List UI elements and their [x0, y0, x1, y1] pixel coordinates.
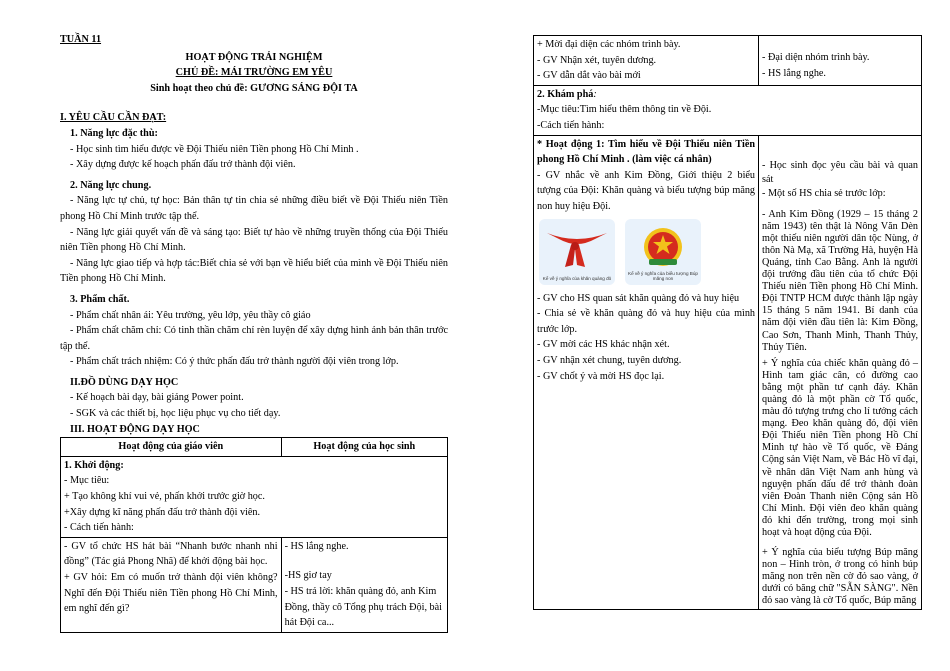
text-line: - Năng lực giao tiếp và hợp tác:Biết chia sẻ với bạn về hiểu biết của mình về Đội Thiếu niên Tiền phong Hồ Chí Minh. — [60, 257, 448, 285]
text-line: - HS lắng nghe. — [762, 67, 826, 79]
text-line: - Xây dựng được kế hoạch phấn đấu trở thành đội viên. — [70, 159, 296, 171]
title-topic: CHỦ ĐỀ: MÁI TRƯỜNG EM YÊU — [175, 67, 333, 79]
text-line: - Học sinh đọc yêu cầu bài và quan sát — [762, 159, 918, 185]
explore-heading: 2. Khám phá: — [537, 88, 597, 100]
explore-cell — [534, 85, 922, 135]
badge-image — [625, 219, 701, 285]
text-line: - GV cho HS quan sát khăn quàng đỏ và huy hiệu — [537, 292, 740, 304]
text-line: - Phẩm chất nhân ái: Yêu trường, yêu lớp, yêu thầy cô giáo — [70, 309, 311, 321]
section-1-3-heading: 3. Phẩm chất. — [70, 293, 130, 305]
text-line: - GV Nhận xét, tuyên dương. — [537, 54, 657, 66]
text-line: - GV chốt ý và mời HS đọc lại. — [537, 370, 665, 382]
text-line: -Mục tiêu:Tìm hiểu thêm thông tin về Đội. — [537, 104, 712, 116]
warmup-cell — [61, 456, 448, 537]
text-line: - Năng lực tự chủ, tự học: Bản thân tự tin chia sẻ những điều biết về Đội Thiếu niên Tiền phong Hồ Chí Minh trước tập thể. — [60, 195, 448, 222]
text-line: - Năng lực giải quyết vấn đề và sáng tạo: Biết tự hào về những truyền thống của Đội Thiếu niên Tiền phong Hồ Chí Minh. — [60, 226, 448, 254]
activity-table — [60, 437, 448, 633]
text-line: +Xây dựng kĩ năng phấn đấu trở thành đội viên. — [64, 506, 261, 518]
activity-1-heading: * Hoạt động 1: Tìm hiểu về Đội Thiếu niên Tiền phong Hồ Chí Minh . (làm việc cá nhân) — [537, 138, 756, 166]
text-line: - Một số HS chia sẻ trước lớp: — [762, 187, 886, 199]
teacher-cell — [534, 135, 759, 609]
section-1-2-heading: 2. Năng lực chung. — [70, 179, 152, 191]
text-line: - Anh Kim Đồng (1929 – 15 tháng 2 năm 1943) tên thật là Nông Văn Dèn một thiếu niên người dân tộc Nùng, ở thôn Nà Mạ, xã Trường Hà, huyện Hà Quảng, tỉnh Cao Bằng. Anh là người đội trưởng đầu tiên của tổ chức Đội Thiếu niên Tiền phong Hồ Chí Minh. Đội TNTP HCM được thành lập ngày 15 tháng 5 năm 1941. Bí danh của năm đội viên đầu tiên là: Kim Đồng, Cao Sơn, Thanh Minh, Thanh Thủy, Thủy Tiên. — [762, 208, 918, 353]
student-column-header: Hoạt động của học sinh — [281, 438, 447, 457]
activity-table-continued — [533, 35, 922, 610]
student-cell — [759, 135, 922, 609]
section-3-heading: III. HOẠT ĐỘNG DẠY HỌC — [70, 423, 200, 435]
text-line: + Ý nghĩa của biểu tượng Búp măng non – Hình tròn, ở trong có hình búp măng non trên nền cờ đỏ sao vàng, ở dưới có băng chữ "SẴN SÀNG". Nền đỏ sao vàng là cờ Tổ quốc, Búp măng — [762, 547, 918, 607]
section-1-heading: I. YÊU CẦU CẦN ĐẠT: — [60, 112, 167, 124]
image-caption: Kể về ý nghĩa của khăn quàng đỏ — [542, 276, 612, 282]
text-line: -Cách tiến hành: — [537, 119, 605, 131]
text-line: + Tạo không khí vui vẻ, phấn khởi trước giờ học. — [64, 491, 265, 503]
text-line: - GV tổ chức HS hát bài “Nhanh bước nhanh nhi đồng” (Tác giả Phong Nhã) để khởi động bài học. — [64, 540, 278, 568]
warmup-heading: 1. Khởi động: — [64, 459, 124, 471]
text-line: - Cách tiến hành: — [64, 522, 134, 534]
text-line: - Học sinh tìm hiểu được về Đội Thiếu niên Tiền phong Hồ Chí Minh . — [70, 143, 359, 155]
text-line: - SGK và các thiết bị, học liệu phục vụ cho tiết dạy. — [70, 408, 281, 420]
text-line: - Kế hoạch bài dạy, bài giảng Power point. — [70, 392, 244, 404]
teacher-column-header: Hoạt động của giáo viên — [61, 438, 282, 457]
illustrations — [539, 219, 755, 285]
left-page — [60, 0, 448, 633]
text-line: - Phẩm chất chăm chỉ: Có tinh thần chăm chỉ rèn luyện để xây dựng hình ảnh bản thân trước tập thể. — [60, 325, 448, 352]
section-1-1-heading: 1. Năng lực đặc thù: — [70, 127, 158, 139]
title-subtopic: Sinh hoạt theo chủ đề: GƯƠNG SÁNG ĐỘI TA — [150, 82, 358, 94]
right-page — [533, 35, 922, 610]
text-line: - GV nhận xét chung, tuyên dương. — [537, 354, 682, 366]
image-caption: Kể về ý nghĩa của biểu tượng Búp măng non — [628, 270, 698, 282]
text-line: - HS lắng nghe. — [284, 540, 349, 552]
student-cell — [759, 36, 922, 86]
text-line: - Mục tiêu: — [64, 475, 110, 487]
week-label: TUẦN 11 — [60, 34, 102, 45]
text-line: - Đại diện nhóm trình bày. — [762, 52, 870, 63]
text-line: - GV dẫn dắt vào bài mới — [537, 70, 641, 82]
text-line: + GV hỏi: Em có muốn trở thành đội viên không? Nghĩ đến Đội Thiếu niên Tiền phong Hồ Chí Minh, em nghĩ đến gì? — [64, 572, 278, 615]
teacher-cell — [61, 537, 282, 632]
text-line: - GV mời các HS khác nhận xét. — [537, 339, 670, 351]
section-2-heading: II.ĐỒ DÙNG DẠY HỌC — [70, 376, 179, 388]
text-line: - Phẩm chất trách nhiệm: Có ý thức phấn đấu trở thành người đội viên trong lớp. — [70, 356, 399, 368]
teacher-cell — [534, 36, 759, 86]
text-line: - Chia sẻ về khăn quàng đỏ và huy hiệu của mình trước lớp. — [537, 308, 756, 335]
red-scarf-image — [539, 219, 615, 285]
student-cell — [281, 537, 447, 632]
text-line: - GV nhắc về anh Kim Đồng, Giới thiệu 2 biểu tượng của Đội: Khăn quàng và biểu tượng búp măng non huy hiệu Đội. — [537, 169, 756, 212]
red-scarf-icon — [539, 219, 615, 285]
text-line: -HS giơ tay — [284, 570, 332, 582]
text-line: - HS trả lời: khăn quàng đỏ, anh Kim Đồng, thầy cô Tổng phụ trách Đội, bài hát Đội ca... — [284, 586, 442, 629]
text-line: + Mời đại diện các nhóm trình bày. — [537, 39, 681, 50]
title-activity: HOẠT ĐỘNG TRẢI NGHIỆM — [185, 51, 323, 63]
text-line: + Ý nghĩa của chiếc khăn quàng đỏ – Hình tam giác cân, có đường cao bằng một phần tư cạnh đáy. Khăn quàng đỏ là một phần cờ Tổ quốc, màu đỏ tượng trưng cho lí tưởng cách mạng. Đeo khăn quàng đỏ, đội viên Đội Thiếu niên Tiền phong Hồ Chí Minh tự hào về Tổ quốc, về Đảng Cộng sản Việt Nam, về Bác Hồ vĩ đại, về nhân dân Việt Nam anh hùng và nguyện phấn đấu để trở thành đoàn viên Đoàn Thanh niên Cộng sản Hồ Chí Minh. Đội viên đeo khăn quàng đỏ khi đến trường, trong mọi sinh hoạt và hoạt động của Đội. — [762, 357, 918, 538]
